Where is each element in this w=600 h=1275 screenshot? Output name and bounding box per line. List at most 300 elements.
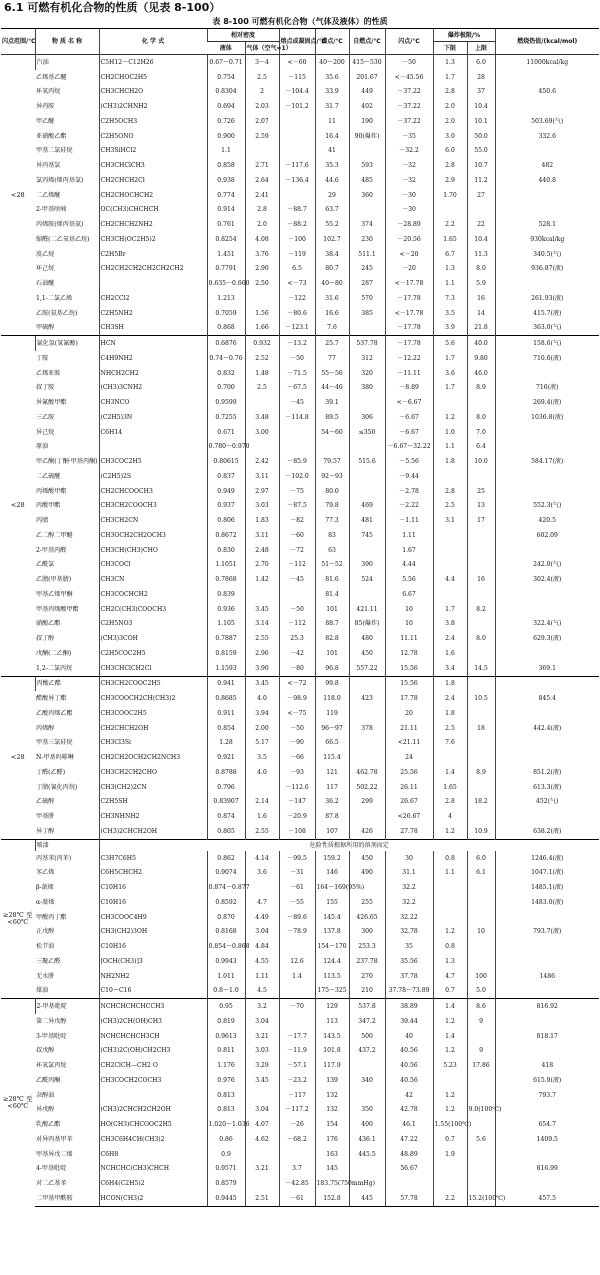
gas-density-cell: 4.14 [245,851,279,866]
gas-density-cell [245,1147,279,1162]
melting-point-cell: 1.4 [279,969,315,984]
flash-point-cell: 57.78 [385,1191,433,1206]
melting-point-cell: －117 [279,1088,315,1103]
table-row [1,1147,599,1162]
formula-cell: NCHCHC(CH3)CHCH [99,1162,207,1177]
flash-point-cell: －28.89 [385,217,433,232]
flash-point-cell: 56.67 [385,1162,433,1177]
autoignition-point-cell [349,321,385,336]
upper-limit-cell: 5.6 [467,1132,495,1147]
upper-limit-cell [467,910,495,925]
autoignition-point-cell [349,203,385,218]
formula-cell: CH3(CH2)3OH [99,925,207,940]
liquid-density-cell: 0.80615 [207,454,245,469]
formula-cell: CH2CHOC2H5 [99,70,207,85]
boiling-point-cell: 117.9 [315,1058,349,1073]
table-row [1,321,599,336]
lower-limit-cell: 1.55(100℃) [433,1117,467,1132]
gas-density-cell: 2.42 [245,454,279,469]
autoignition-point-cell: 245 [349,262,385,277]
melting-point-cell: －11.9 [279,1044,315,1059]
melting-point-cell: －31 [279,866,315,881]
melting-point-cell: 3.7 [279,1162,315,1177]
name-cell: 异丁醇 [36,827,55,835]
formula-cell: CH3CH2COOCH3 [99,499,207,514]
heat-value-cell: 322.4(气) [495,617,599,632]
melting-point-cell: －88.2 [279,217,315,232]
flash-point-cell: －37.22 [385,114,433,129]
table-row [1,954,599,969]
lower-limit-cell: 3.5 [433,306,467,321]
heat-value-cell [495,809,599,824]
gas-density-cell: 2.41 [245,188,279,203]
boiling-point-cell: 63 [315,543,349,558]
name-cell: 2-甲基吡啶 [35,999,99,1014]
autoignition-point-cell: 421.11 [349,602,385,617]
formula-cell: (CH3)3CNH2 [99,381,207,396]
table-row [1,984,599,999]
flash-range-group: <28 [10,190,25,199]
autoignition-point-cell: 350 [349,1103,385,1118]
lower-limit-cell: 2.0 [433,99,467,114]
autoignition-point-cell: 502.22 [349,780,385,795]
flash-point-cell: 35 [385,939,433,954]
boiling-point-cell: 35.6 [315,70,349,85]
formula-cell: (CH3)2CHCH2CH2OH [99,1103,207,1118]
lower-limit-cell: 1.0 [433,425,467,440]
lower-limit-cell: 1.70 [433,188,467,203]
autoignition-point-cell: 426.65 [349,910,385,925]
boiling-point-cell: 183.75(750mmHg) [315,1176,349,1191]
autoignition-point-cell: 490 [349,866,385,881]
flash-point-cell: <26.67 [385,809,433,824]
table-row [1,750,599,765]
autoignition-point-cell: 511.1 [349,247,385,262]
boiling-point-cell: 25.7 [315,336,349,351]
heat-value-cell: 420.5 [495,513,599,528]
upper-limit-cell [467,543,495,558]
upper-limit-cell [467,706,495,721]
gas-density-cell: 3.04 [245,1014,279,1029]
table-row [1,676,599,691]
gas-density-cell: 3.45 [245,1073,279,1088]
autoignition-point-cell: 312 [349,351,385,366]
melting-point-cell [279,144,315,159]
flash-point-cell: 30 [385,851,433,866]
formula-cell: C4H9NH2 [99,351,207,366]
liquid-density-cell: 0.914 [207,203,245,218]
gas-density-cell: 2.07 [245,114,279,129]
melting-point-cell [279,1014,315,1029]
name-cell: 氯丙烯(烯丙基氯) [36,176,84,184]
autoignition-point-cell [349,543,385,558]
gas-density-cell: 2.51 [245,1191,279,1206]
flash-point-cell: 32.78 [385,925,433,940]
flash-point-cell: 24 [385,750,433,765]
boiling-point-cell: 66.5 [315,736,349,751]
heat-value-cell: 1246.4(液) [495,851,599,866]
heat-value-cell [495,1176,599,1191]
lower-limit-cell [433,203,467,218]
lower-limit-cell: 2.8 [433,85,467,100]
upper-limit-cell [467,1117,495,1132]
liquid-density-cell: 0.6876 [207,336,245,351]
autoignition-point-cell: 423 [349,691,385,706]
lower-limit-cell: 4 [433,809,467,824]
upper-limit-cell: 8.6 [467,999,495,1014]
melting-point-cell: －119 [279,247,315,262]
heat-value-cell: 654.7 [495,1117,599,1132]
lower-limit-cell: 2.2 [433,217,467,232]
boiling-point-cell: 31.6 [315,291,349,306]
heat-value-cell: 816.99 [495,1162,599,1177]
liquid-density-cell: 0.8254 [207,232,245,247]
name-cell: 三乙胺 [36,413,55,421]
flash-point-cell: －20.56 [385,232,433,247]
formula-cell: CH3(CH2)2CN [99,780,207,795]
heat-value-cell: 936.87(液) [495,262,599,277]
flash-point-cell: <－6.67 [385,395,433,410]
upper-limit-cell: 100 [467,969,495,984]
boiling-point-cell: 102.7 [315,232,349,247]
flash-point-cell: －1.11 [385,513,433,528]
header-formula: 化 学 式 [99,29,207,55]
lower-limit-cell: 4.4 [433,572,467,587]
boiling-point-cell: 113 [315,1014,349,1029]
flash-point-cell: 11.11 [385,631,433,646]
formula-cell: CH3COOC4H9 [99,910,207,925]
melting-point-cell [279,587,315,602]
gas-density-cell: 4.62 [245,1132,279,1147]
heat-value-cell: 440.8 [495,173,599,188]
boiling-point-cell: 119 [315,706,349,721]
liquid-density-cell: 0.700 [207,381,245,396]
melting-point-cell: －42.85 [279,1176,315,1191]
liquid-density-cell: 0.754 [207,70,245,85]
liquid-density-cell: 0.830 [207,543,245,558]
formula-cell: CH3CN [99,572,207,587]
formula-cell: NCHCHCHCHCCH3 [99,999,207,1014]
boiling-point-cell: 101 [315,646,349,661]
lower-limit-cell: 1.65 [433,780,467,795]
liquid-density-cell: 0.671 [207,425,245,440]
lower-limit-cell: 1.1 [433,866,467,881]
gas-density-cell: 2.52 [245,351,279,366]
gas-density-cell: 3.76 [245,247,279,262]
liquid-density-cell: 0.938 [207,173,245,188]
name-cell: 2-甲基呋喃 [36,206,67,214]
lower-limit-cell: 0.8 [433,939,467,954]
header-gas: 气体（空气=1） [245,42,279,55]
table-row [1,558,599,573]
flash-point-cell: <21.11 [385,736,433,751]
upper-limit-cell: 6.4 [467,440,495,455]
header-boiling: 沸点/℃ [315,29,349,55]
upper-limit-cell: 18 [467,721,495,736]
upper-limit-cell: 9 [467,1014,495,1029]
flash-point-cell: －32.2 [385,144,433,159]
name-cell: 乙二醇二甲醚 [36,531,73,539]
lower-limit-cell: 3.1 [433,513,467,528]
name-cell: 丙酸乙酯 [35,676,99,691]
flash-point-cell: 42 [385,1088,433,1103]
flash-point-cell: 39.44 [385,1014,433,1029]
upper-limit-cell: 10.4 [467,232,495,247]
gas-density-cell: 2.03 [245,99,279,114]
table-row [1,1176,599,1191]
autoignition-point-cell: 270 [349,969,385,984]
lower-limit-cell: 1.3 [433,262,467,277]
liquid-density-cell: 0.9943 [207,954,245,969]
lower-limit-cell: 1.2 [433,1103,467,1118]
flash-point-cell: 32.22 [385,910,433,925]
lower-limit-cell: 3.9 [433,321,467,336]
lower-limit-cell: 1.65 [433,232,467,247]
flash-point-cell: 15.56 [385,661,433,676]
gas-density-cell [245,291,279,306]
autoignition-point-cell: 450 [349,646,385,661]
note-name: 喷漆 [35,839,99,851]
lower-limit-cell: 3.6 [433,366,467,381]
heat-value-cell: 332.6 [495,129,599,144]
melting-point-cell [279,984,315,999]
melting-point-cell: <－72 [279,676,315,691]
melting-point-cell: －82 [279,513,315,528]
heat-value-cell: 415.7(液) [495,306,599,321]
formula-cell: (CH3)2CH(OH)CH3 [99,1014,207,1029]
flash-point-cell: －11.11 [385,366,433,381]
autoignition-point-cell: 390 [349,558,385,573]
melting-point-cell: －45 [279,572,315,587]
boiling-point-cell: 139 [315,1073,349,1088]
flash-range-group: <28 [1,676,35,839]
upper-limit-cell: 9.0(100℃) [467,1103,495,1118]
name-cell: 甲基异戊二烯 [36,1150,73,1158]
upper-limit-cell: 5.9 [467,276,495,291]
boiling-point-cell: 163 [315,1147,349,1162]
flash-point-cell: 40.56 [385,1044,433,1059]
autoignition-point-cell: 537.78 [349,336,385,351]
melting-point-cell: －147 [279,795,315,810]
upper-limit-cell [467,469,495,484]
upper-limit-cell: 18.2 [467,795,495,810]
boiling-point-cell: 121 [315,765,349,780]
melting-point-cell [279,939,315,954]
autoignition-point-cell: 347.2 [349,1014,385,1029]
autoignition-point-cell: 426 [349,824,385,839]
boiling-point-cell: 54～60 [315,425,349,440]
formula-cell: CH2CH2CH2CH2CH2CH2 [99,262,207,277]
autoignition-point-cell [349,484,385,499]
formula-cell: CH3SiHCl2 [99,144,207,159]
lower-limit-cell: 2.5 [433,721,467,736]
autoignition-point-cell [349,1058,385,1073]
heat-value-cell: 1485.1(液) [495,880,599,895]
formula-cell: C3H7C6H5 [99,851,207,866]
name-cell: 3-甲基吡啶 [36,1032,67,1040]
formula-cell: CH3NCO [99,395,207,410]
autoignition-point-cell: 745 [349,528,385,543]
flash-point-cell: 32.2 [385,880,433,895]
liquid-density-cell: 0.67～0.71 [207,55,245,70]
boiling-point-cell: 124.4 [315,954,349,969]
formula-cell: C10H16 [99,939,207,954]
liquid-density-cell: 0.805 [207,824,245,839]
name-cell: 乙酰氯 [36,561,55,569]
flash-point-cell: 40.56 [385,1058,433,1073]
gas-density-cell: 5.17 [245,736,279,751]
melting-point-cell: 12.6 [279,954,315,969]
boiling-point-cell: 152.8 [315,1191,349,1206]
gas-density-cell: 4.0 [245,691,279,706]
table-row [1,880,599,895]
upper-limit-cell: 8.9 [467,765,495,780]
boiling-point-cell: 155 [315,895,349,910]
boiling-point-cell: 101.8 [315,1044,349,1059]
autoignition-point-cell: 450 [349,851,385,866]
boiling-point-cell: 80.0 [315,484,349,499]
heat-value-cell: 452(气) [495,795,599,810]
name-cell: 异己烷 [36,428,55,436]
lower-limit-cell [433,895,467,910]
name-cell: 对二乙基苯 [36,1180,67,1188]
flash-point-cell: －2.78 [385,484,433,499]
boiling-point-cell: 96.8 [315,661,349,676]
melting-point-cell: －72 [279,543,315,558]
heat-value-cell: 158.6(气) [495,336,599,351]
header-autoignition: 自燃点/℃ [349,29,385,55]
gas-density-cell: 1.48 [245,366,279,381]
formula-cell: CH3COOCH2CH(CH3)2 [99,691,207,706]
upper-limit-cell [467,558,495,573]
heat-value-cell: 482 [495,158,599,173]
lower-limit-cell: 1.1 [433,440,467,455]
upper-limit-cell [467,676,495,691]
boiling-point-cell: 16.6 [315,306,349,321]
autoignition-point-cell: 201.67 [349,70,385,85]
gas-density-cell: 4.55 [245,954,279,969]
lower-limit-cell: 4.7 [433,969,467,984]
melting-point-cell: 25.3 [279,631,315,646]
autoignition-point-cell: 306 [349,410,385,425]
table-row [1,410,599,425]
boiling-point-cell: 81.6 [315,572,349,587]
lower-limit-cell: 1.3 [433,954,467,969]
liquid-density-cell: 0.806 [207,513,245,528]
melting-point-cell: －108 [279,824,315,839]
liquid-density-cell: 1.1593 [207,661,245,676]
flash-point-cell: 21.11 [385,721,433,736]
heat-value-cell: 818.17 [495,1029,599,1044]
autoignition-point-cell: 380 [349,381,385,396]
liquid-density-cell: 1.020～1.036 [207,1117,245,1132]
upper-limit-cell: 8.9 [467,381,495,396]
gas-density-cell: 3.94 [245,706,279,721]
table-row [1,910,599,925]
lower-limit-cell: 2.4 [433,631,467,646]
gas-density-cell: 1.83 [245,513,279,528]
flash-point-cell: －37.22 [385,85,433,100]
autoignition-point-cell: 462.78 [349,765,385,780]
liquid-density-cell: 1.011 [207,969,245,984]
flash-point-cell: －17.78 [385,321,433,336]
gas-density-cell: 3.14 [245,617,279,632]
upper-limit-cell: 10 [467,925,495,940]
flash-point-cell: 38.89 [385,999,433,1014]
flash-point-cell: 1.67 [385,543,433,558]
flash-point-cell: －30 [385,188,433,203]
melting-point-cell: －90 [279,736,315,751]
table-row [1,129,599,144]
name-cell: 丙烯醇 [36,724,55,732]
formula-cell [99,276,207,291]
formula-cell: NH2NH2 [99,969,207,984]
header-flash-range: 闪点范围/℃ [1,29,35,55]
name-cell: 丁胺 [36,354,49,362]
heat-value-cell: 793.7(液) [495,925,599,940]
formula-cell: C6H8 [99,1147,207,1162]
formula-cell: HCON(CH3)2 [99,1191,207,1206]
melting-point-cell: －26 [279,1117,315,1132]
lower-limit-cell: 1.8 [433,454,467,469]
liquid-density-cell: 0.8159 [207,646,245,661]
heat-value-cell [495,706,599,721]
heat-value-cell [495,144,599,159]
upper-limit-cell [467,1147,495,1162]
formula-cell: CH3CH(OC2H5)2 [99,232,207,247]
name-cell: 环氧丙烷 [36,88,61,96]
lower-limit-cell: 0.7 [433,984,467,999]
autoignition-point-cell [349,1162,385,1177]
name-cell: 异丙胺 [36,103,55,111]
melting-point-cell: －98.9 [279,691,315,706]
table-row [1,484,599,499]
melting-point-cell: <－60 [279,55,315,70]
flash-point-cell: 10 [385,602,433,617]
flash-point-cell: 42.78 [385,1103,433,1118]
section-heading: 6.1 可燃有机化合物的性质（见表 8-100） [4,1,221,14]
table-row [1,1162,599,1177]
header-flash: 闪点/℃ [385,29,433,55]
melting-point-cell [279,129,315,144]
boiling-point-cell: 107 [315,824,349,839]
autoignition-point-cell: 85(爆炸) [349,617,385,632]
upper-limit-cell: 14 [467,306,495,321]
formula-cell: OC(CH3)CHCHCH [99,203,207,218]
name-cell: 丙烯胺(烯丙基氨) [36,221,84,229]
lower-limit-cell: 2.8 [433,158,467,173]
heat-value-cell: 629.3(液) [495,631,599,646]
autoignition-point-cell: 400 [349,1117,385,1132]
name-cell: 丁腈(氰化丙烷) [36,783,78,791]
lower-limit-cell: 1.2 [433,1044,467,1059]
formula-cell: NHCH2CH2 [99,366,207,381]
formula-cell: CH3SH [99,321,207,336]
liquid-density-cell: 0.862 [207,851,245,866]
liquid-density-cell: 0.7887 [207,631,245,646]
lower-limit-cell: 5.23 [433,1058,467,1073]
autoignition-point-cell: 515.6 [349,454,385,469]
heat-value-cell: 845.4 [495,691,599,706]
heat-value-cell [495,646,599,661]
formula-cell: (CH3)3COH [99,631,207,646]
heat-value-cell: 716(液) [495,381,599,396]
table-row [1,809,599,824]
name-cell: 二乙烯醚 [36,191,61,199]
boiling-point-cell: 36.2 [315,795,349,810]
heat-value-cell: 710.6(液) [495,351,599,366]
header-density: 相对密度 [207,29,279,42]
